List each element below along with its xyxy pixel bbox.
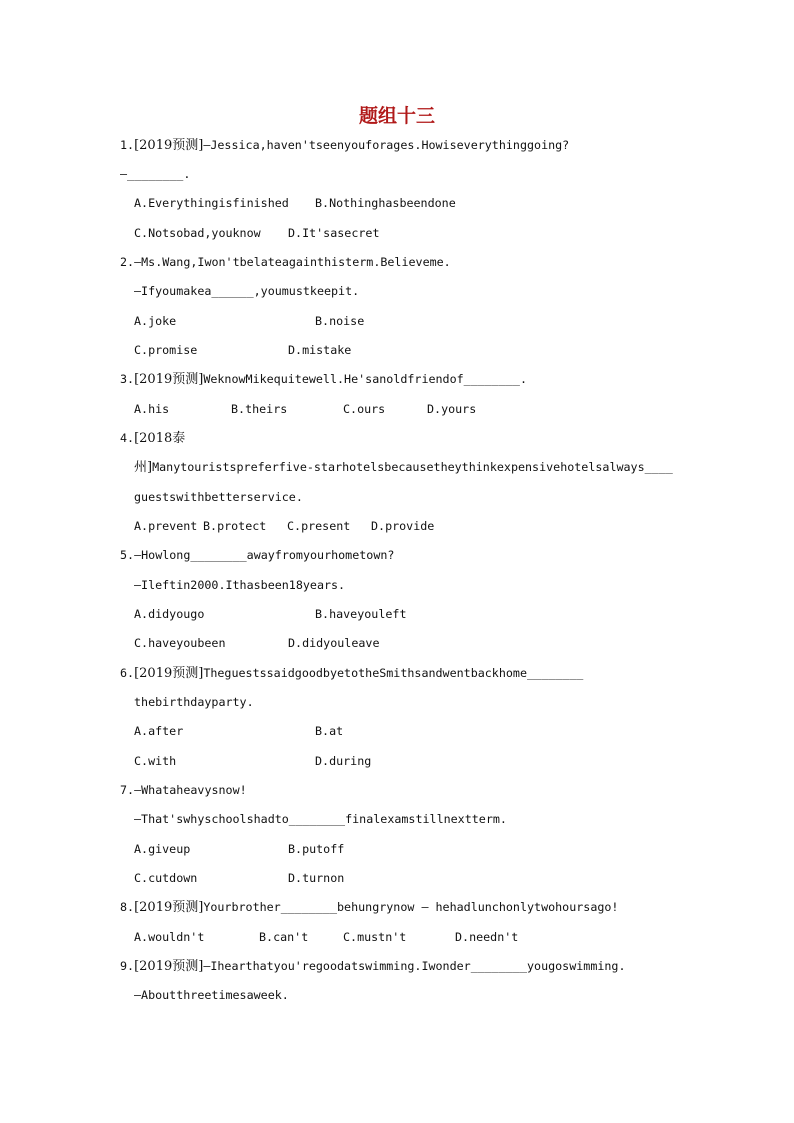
question-1	[120, 137, 569, 154]
option-a: A.prevent	[134, 519, 198, 533]
question-stem: TheguestssaidgoodbyetotheSmithsandwentbackhome________	[203, 666, 584, 680]
question-number: 9.	[120, 959, 135, 973]
option-d: D.yours	[427, 402, 477, 416]
question-stem: —Ihearthatyou'regoodatswimming.Iwonder________yougoswimming.	[203, 959, 626, 973]
question-source-part1: [2018泰	[134, 431, 186, 446]
option-b: B.theirs	[231, 402, 288, 416]
option-b: B.Nothinghasbeendone	[315, 196, 456, 210]
question-source: [2019预测]	[134, 959, 204, 974]
question-9	[120, 958, 626, 975]
question-stem-line2: thebirthdayparty.	[134, 695, 254, 709]
question-stem-line2: —________.	[120, 167, 191, 181]
option-d: D.didyouleave	[288, 636, 380, 650]
question-7	[120, 782, 247, 798]
option-d: D.needn't	[455, 930, 519, 944]
question-stem: Yourbrother________behungrynow — hehadlunchonlytwohoursago!	[203, 900, 619, 914]
question-stem: Manytouristspreferfive-starhotelsbecausetheythinkexpensivehotelsalways____	[152, 460, 673, 474]
option-b: B.noise	[315, 314, 365, 328]
question-source: [2019预测]	[134, 372, 204, 387]
option-c: C.Notsobad,youknow	[134, 226, 261, 240]
option-d: D.turnon	[288, 871, 345, 885]
option-a: A.didyougo	[134, 607, 205, 621]
option-a: A.wouldn't	[134, 930, 205, 944]
question-number: 5.	[120, 548, 135, 562]
option-b: B.can't	[259, 930, 309, 944]
question-stem-line2: —Aboutthreetimesaweek.	[134, 988, 289, 1002]
option-a: A.joke	[134, 314, 177, 328]
option-d: D.It'sasecret	[288, 226, 380, 240]
option-d: D.during	[315, 754, 372, 768]
option-c: C.mustn't	[343, 930, 407, 944]
question-source: [2019预测]	[134, 138, 204, 153]
option-a: A.Everythingisfinished	[134, 196, 289, 210]
option-b: B.putoff	[288, 842, 345, 856]
question-4	[120, 430, 185, 447]
option-b: B.haveyouleft	[315, 607, 407, 621]
question-source-part2: 州]	[134, 460, 153, 475]
option-b: B.at	[315, 724, 344, 738]
option-d: D.provide	[371, 519, 435, 533]
option-c: C.ours	[343, 402, 386, 416]
option-a: A.giveup	[134, 842, 191, 856]
option-c: C.present	[287, 519, 351, 533]
page-title: 题组十三	[358, 105, 435, 127]
question-number: 4.	[120, 431, 135, 445]
option-d: D.mistake	[288, 343, 352, 357]
question-stem: —Jessica,haven'tseenyouforages.Howiseverythinggoing?	[203, 138, 570, 152]
question-5	[120, 547, 394, 563]
question-number: 2.	[120, 255, 135, 269]
question-3	[120, 371, 527, 388]
question-2	[120, 254, 451, 270]
question-stem: —Howlong________awayfromyourhometown?	[134, 548, 395, 562]
question-stem: —Ms.Wang,Iwon'tbelateagainthisterm.Believeme.	[134, 255, 451, 269]
question-stem: —Whataheavysnow!	[134, 783, 247, 797]
question-stem-line2: —Ileftin2000.Ithasbeen18years.	[134, 578, 346, 592]
option-c: C.haveyoubeen	[134, 636, 226, 650]
question-source: [2019预测]	[134, 900, 204, 915]
question-6	[120, 665, 583, 682]
question-number: 3.	[120, 372, 135, 386]
question-4-line2	[134, 459, 673, 476]
option-a: A.his	[134, 402, 170, 416]
question-8	[120, 899, 618, 916]
option-c: C.promise	[134, 343, 198, 357]
option-a: A.after	[134, 724, 184, 738]
question-number: 1.	[120, 138, 135, 152]
question-number: 7.	[120, 783, 135, 797]
option-c: C.with	[134, 754, 177, 768]
question-stem-line2: —Ifyoumakea______,youmustkeepit.	[134, 284, 360, 298]
question-source: [2019预测]	[134, 666, 204, 681]
question-number: 6.	[120, 666, 135, 680]
question-stem: WeknowMikequitewell.He'sanoldfriendof________.	[203, 372, 527, 386]
question-stem-line2: —That'swhyschoolshadto________finalexamstillnextterm.	[134, 812, 507, 826]
option-c: C.cutdown	[134, 871, 198, 885]
question-stem-line3: guestswithbetterservice.	[134, 490, 303, 504]
option-b: B.protect	[203, 519, 267, 533]
question-number: 8.	[120, 900, 135, 914]
